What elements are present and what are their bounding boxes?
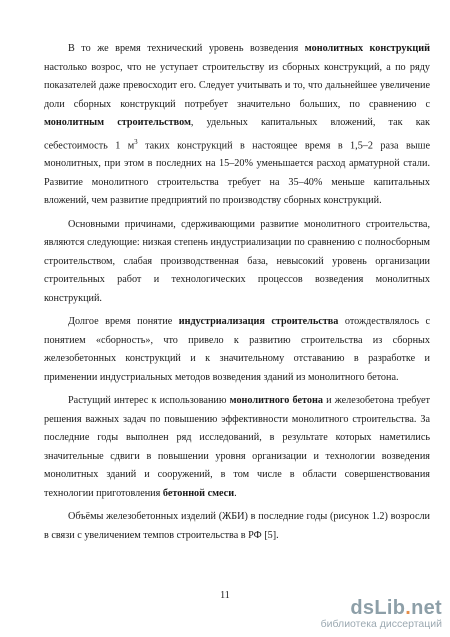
paragraph-1 bbox=[44, 40, 430, 211]
text-run: Основными причинами, сдерживающими развитие монолитного строительства, являются следующие: низкая степень индустриализации по сравнению с полносборным строительством, слабая производственная база, невысокий уровень организации строительных работ и технологических процессов возведения монолитных конструкций. bbox=[44, 218, 430, 304]
text-run: В то же время технический уровень возведения bbox=[68, 43, 305, 54]
paragraph-3 bbox=[44, 313, 430, 387]
text-run: , удельных капитальных вложений, так как себестоимость 1 м bbox=[44, 117, 430, 151]
text-run: настолько возрос, что не уступает строительству из сборных конструкций, а по ряду показателей даже превосходит его. Следует учитывать и то, что дальнейшее увеличение доли сборных конструкций потребует значительно больших, по сравнению с bbox=[44, 61, 430, 110]
text-run: Долгое время понятие bbox=[68, 316, 179, 328]
text-run: таких конструкций в настоящее время в 1,5–2 раза выше монолитных, при этом в последних на 15–20% уменьшается расход арматурной стали. Развитие монолитного строительства требует на 35–40% меньше капитальных вложений, чем развитие предприятий по производству сборных конструкций. bbox=[44, 139, 430, 207]
paragraph-4 bbox=[44, 392, 430, 503]
text-run: отождествлялось с понятием «сборность», что привело к развитию строительства из сборных железобетонных конструкций и к значительному отставанию в разработке и применении индустриальных методов возведения зданий из монолитного бетона. bbox=[44, 316, 430, 383]
superscript: 3 bbox=[134, 137, 138, 146]
bold-term: бетонной смеси bbox=[162, 487, 235, 499]
bold-term: индустриализация строительства bbox=[178, 316, 339, 328]
document-page bbox=[44, 40, 430, 550]
text-run: и железобетона требует решения важных задач по повышению эффективности монолитного строительства. За последние годы выполнен ряд исследований, в результате которых наметились значительные сдвиги в повышении уровня организации и технологии возведения монолитных зданий и сооружений, в том числе в области совершенствования технологии приготовления bbox=[44, 395, 431, 499]
watermark-tagline: библиотека диссертаций bbox=[320, 618, 442, 630]
bold-term: монолитным строительством bbox=[44, 117, 191, 128]
page-number: 11 bbox=[220, 590, 230, 601]
bold-term: монолитных конструкций bbox=[304, 43, 430, 54]
site-watermark[interactable] bbox=[321, 598, 442, 631]
watermark-logo: dsLib.net bbox=[350, 597, 442, 619]
text-run: Растущий интерес к использованию bbox=[68, 395, 230, 407]
text-run: Объёмы железобетонных изделий (ЖБИ) в последние годы (рисунок 1.2) возросли в связи с увеличением темпов строительства в РФ [5]. bbox=[44, 511, 430, 541]
text-run: . bbox=[234, 487, 237, 499]
paragraph-2 bbox=[44, 216, 430, 309]
bold-term: монолитного бетона bbox=[229, 395, 323, 407]
paragraph-5 bbox=[44, 508, 430, 545]
